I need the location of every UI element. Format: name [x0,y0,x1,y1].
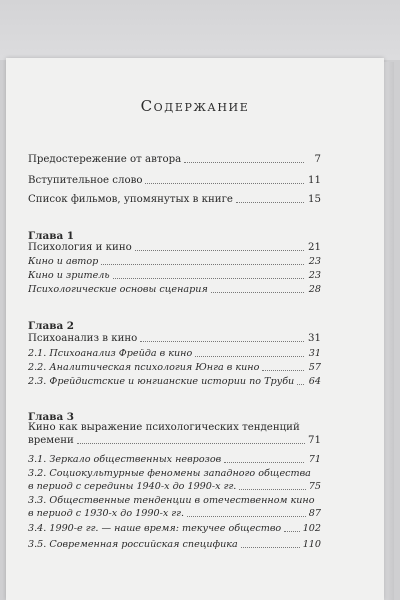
leader-dots [135,250,304,251]
leader-dots [145,183,304,184]
toc-entry-page: 23 [308,256,321,267]
toc-entry-label-line2: в период с 1930-х до 1990-х гг. [28,507,185,519]
chapter-2-heading: Глава 2 [28,320,75,332]
toc-entry-page: 71 [308,434,321,446]
toc-entry-line2 [28,508,321,521]
toc-entry-label-line1: 3.2. Социокультурные феномены западного общества [28,468,311,479]
toc-entry-page: 110 [302,539,321,550]
toc-entry-label: 2.2. Аналитическая психология Юнга в кино [28,362,260,373]
toc-entry-label: Психологические основы сценария [28,284,208,295]
leader-dots [297,384,304,385]
toc-entry [28,362,321,374]
leader-dots [187,516,306,517]
toc-entry-page: 57 [308,362,321,373]
toc-entry-label: Кино и автор [28,256,99,267]
toc-entry [28,348,321,360]
toc-entry-label: Кино и зритель [28,270,110,281]
toc-entry-line2 [28,435,321,448]
leader-dots [101,264,304,265]
page-edge [384,62,394,600]
leader-dots [184,162,304,163]
toc-entry [28,333,321,345]
toc-entry [28,270,321,282]
toc-entry-multiline [28,468,321,493]
leader-dots [113,278,304,279]
toc-entry-label: 3.5. Современная российская специфика [28,539,238,550]
toc-entry-page: 87 [308,507,321,519]
toc-entry-page: 23 [308,270,321,281]
book-page [6,58,384,600]
toc-entry-page: 71 [308,454,321,465]
toc-entry-line2 [28,481,321,494]
toc-entry-label-line2: времени [28,434,74,446]
toc-entry-label: Психология и кино [28,242,132,253]
toc-entry-page: 75 [308,480,321,492]
toc-entry-label: Список фильмов, упомянутых в книге [28,194,233,205]
toc-entry-page: 7 [314,154,321,165]
toc-entry [28,523,321,535]
leader-dots [77,443,305,444]
leader-dots [140,341,304,342]
toc-entry-multiline [28,422,321,447]
toc-entry [28,256,321,268]
toc-entry [28,284,321,296]
toc-entry-label: 2.1. Психоанализ Фрейда в кино [28,348,193,359]
background-surface [0,0,400,60]
toc-title: Содержание [140,97,250,115]
toc-entry-page: 31 [308,333,321,344]
toc-entry-warning [28,154,321,166]
toc-entry-page: 15 [308,194,321,205]
leader-dots [224,462,304,463]
toc-entry [28,376,321,388]
toc-entry [28,242,321,254]
toc-entry-label-line2: в период с середины 1940-х до 1990-х гг. [28,480,237,492]
toc-entry-page: 31 [308,348,321,359]
toc-entry-multiline [28,495,321,520]
leader-dots [284,531,299,532]
toc-entry-page: 28 [308,284,321,295]
leader-dots [262,370,304,371]
leader-dots [236,202,304,203]
toc-entry-label: Предостережение от автора [28,154,182,165]
toc-entry-label-line1: Кино как выражение психологических тенденций [28,422,300,433]
toc-entry-film-list [28,194,321,206]
leader-dots [211,292,304,293]
toc-entry-intro-word [28,175,321,187]
toc-entry-page: 102 [302,523,321,534]
toc-entry [28,454,321,466]
chapter-3-heading: Глава 3 [28,411,75,423]
toc-entry-page: 21 [308,242,321,253]
leader-dots [241,547,300,548]
toc-entry-label: Психоанализ в кино [28,333,138,344]
toc-entry-label: 3.4. 1990-е гг. — наше время: текучее общество [28,523,282,534]
leader-dots [239,489,305,490]
toc-entry [28,539,321,551]
toc-entry-page: 64 [308,376,321,387]
chapter-1-heading: Глава 1 [28,230,75,242]
toc-entry-label: 3.1. Зеркало общественных неврозов [28,454,222,465]
toc-entry-page: 11 [308,175,321,186]
toc-entry-label-line1: 3.3. Общественные тенденции в отечественном кино [28,495,315,506]
toc-entry-label: Вступительное слово [28,175,143,186]
leader-dots [195,356,304,357]
toc-entry-label: 2.3. Фрейдистские и юнгианские истории по Труби [28,376,295,387]
